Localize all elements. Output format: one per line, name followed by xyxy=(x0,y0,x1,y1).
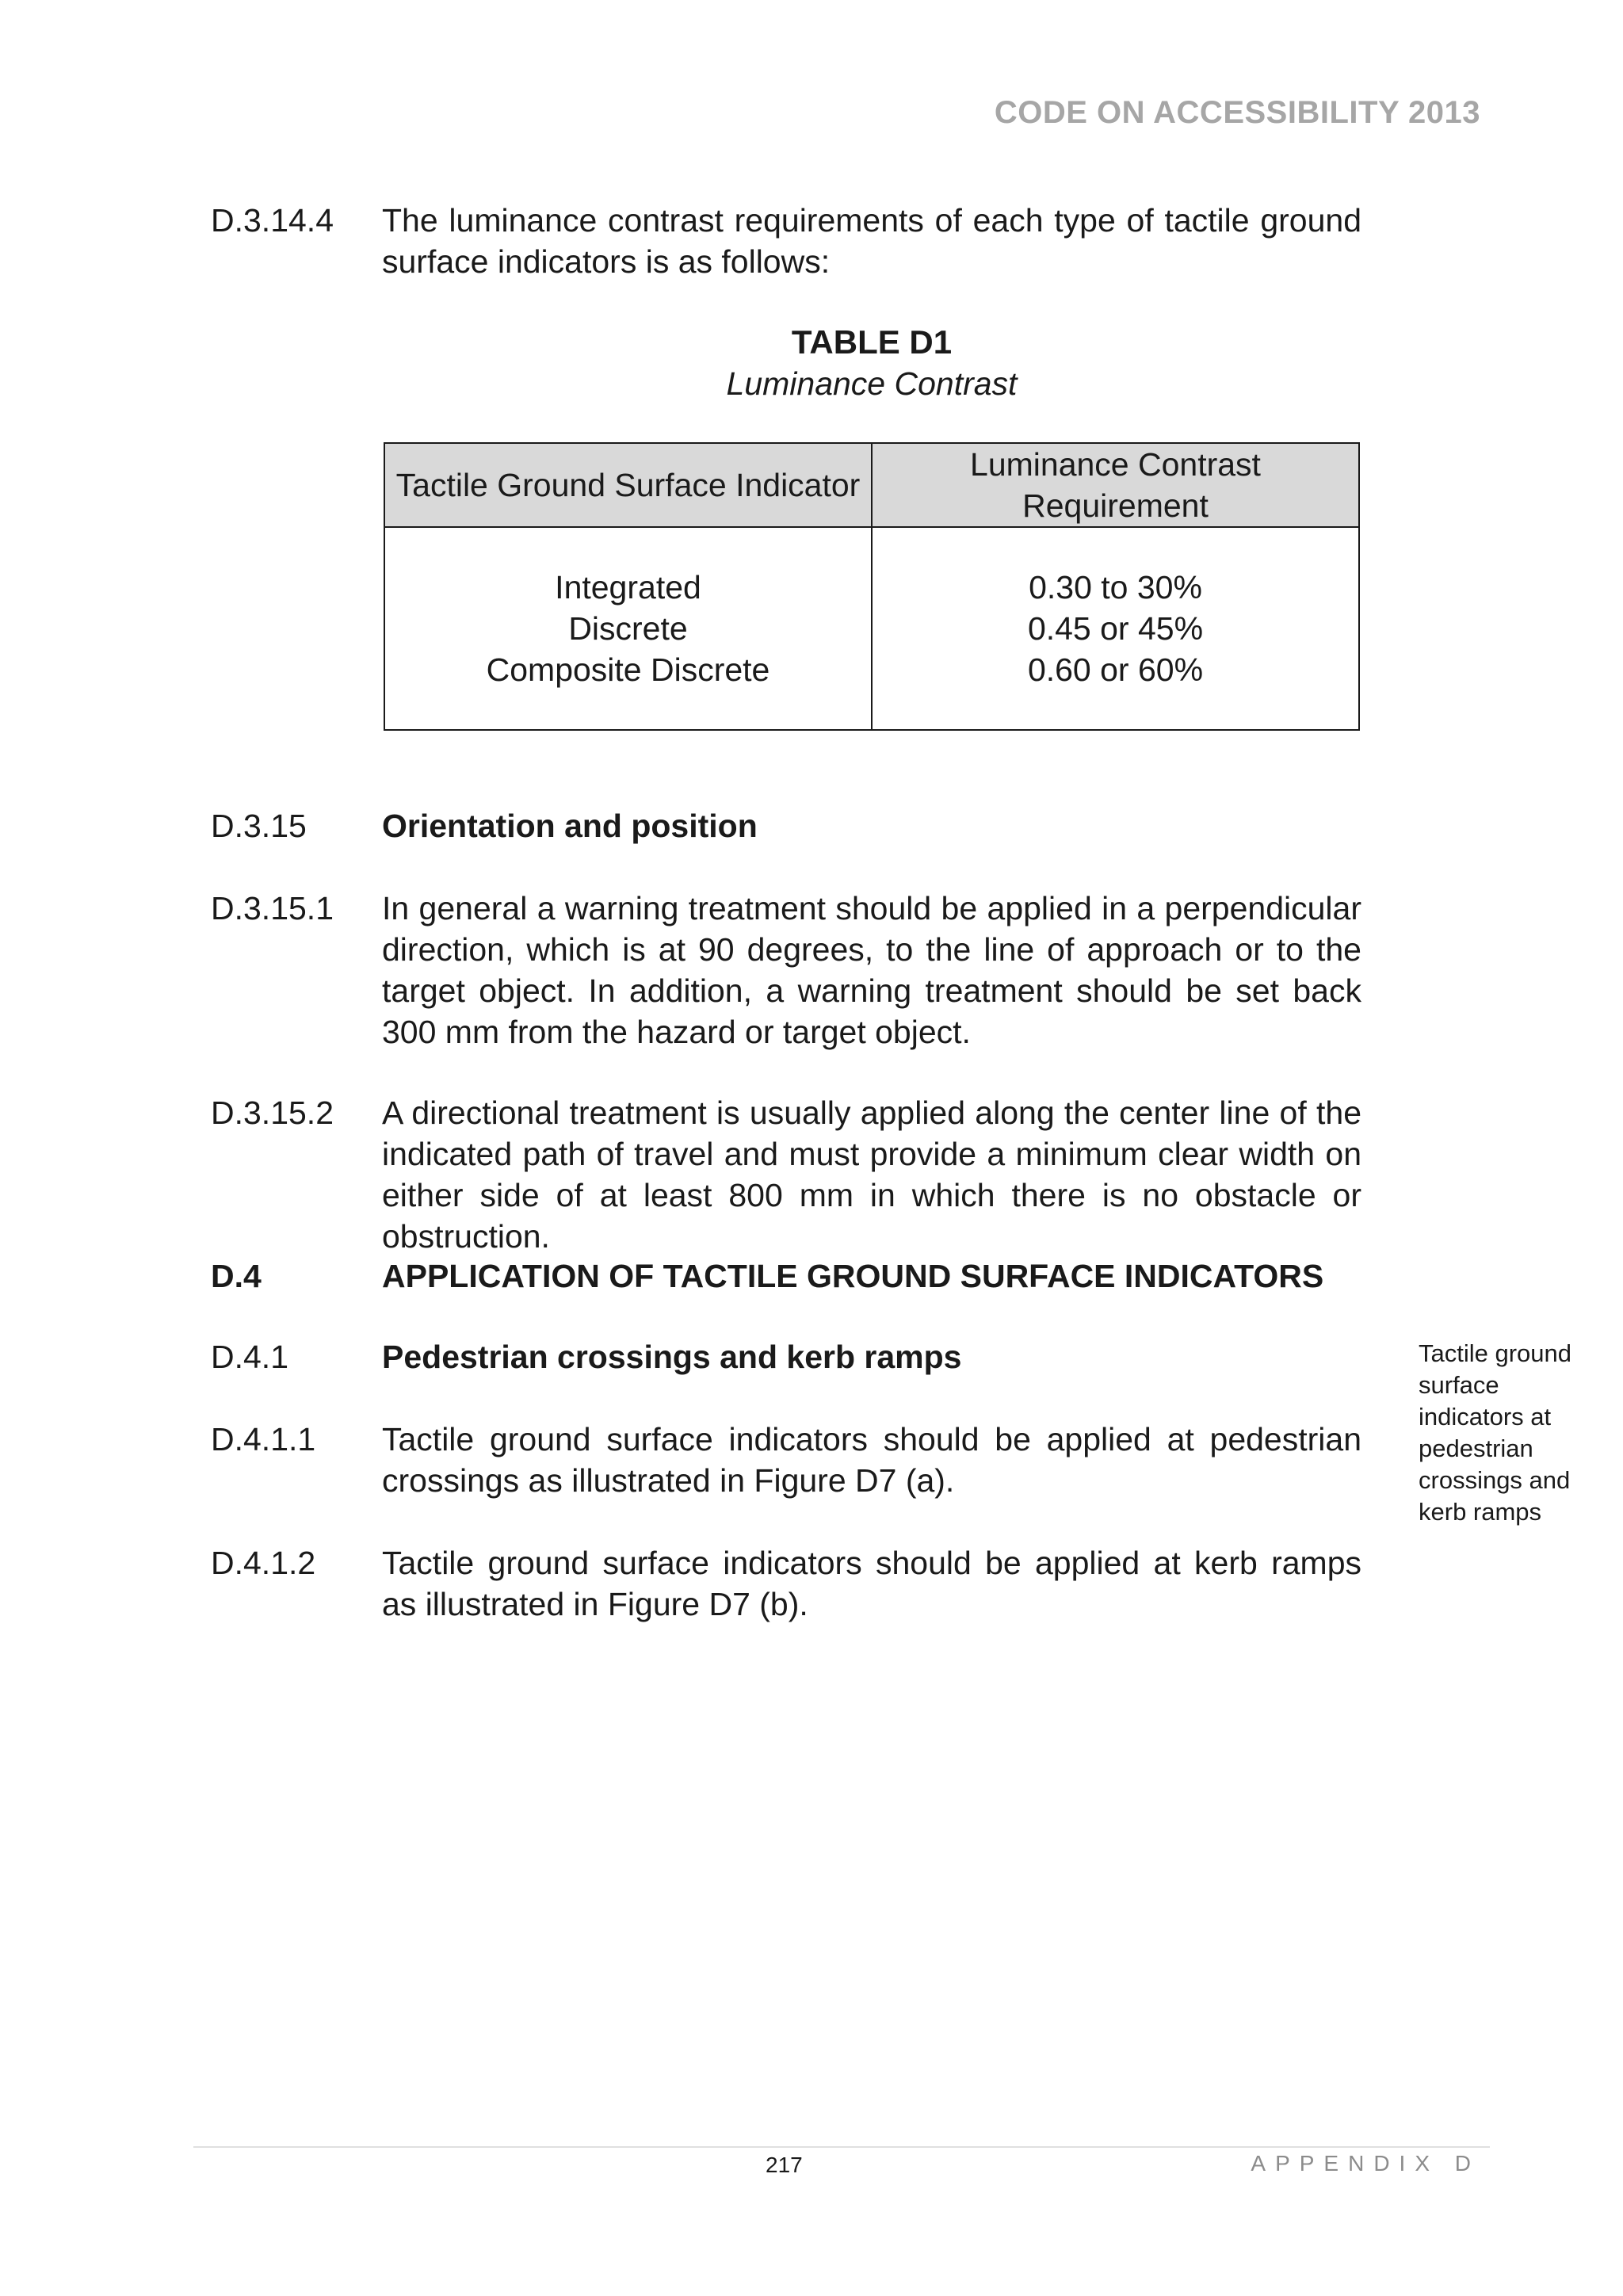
page-number: 217 xyxy=(766,2153,803,2177)
clause-number: D.4.1 xyxy=(211,1339,288,1375)
clause-number: D.4.1.2 xyxy=(211,1545,316,1581)
table-header-cell: Tactile Ground Surface Indicator xyxy=(384,443,872,527)
contrast-requirement: 0.30 to 30% xyxy=(1029,569,1202,606)
table-header-row xyxy=(384,443,1359,527)
clause-number: D.3.15 xyxy=(211,808,307,844)
table-row xyxy=(384,527,1359,730)
margin-note: Tactile ground surface indicators at pedestrian crossings and kerb ramps xyxy=(1419,1339,1572,1526)
table-cell-requirements xyxy=(872,527,1359,730)
clause-text: In general a warning treatment should be applied in a perpendicular direction, which is at 90 degrees, to the line of approach or to the target object. In addition, a warning treatment should be set back 300 mm from the hazard or target object. xyxy=(382,890,1361,1050)
clause-heading: Orientation and position xyxy=(382,808,758,844)
table-subtitle: Luminance Contrast xyxy=(726,365,1018,402)
indicator-type: Composite Discrete xyxy=(486,651,770,688)
clause-text: Tactile ground surface indicators should be applied at pedestrian crossings as illustrated in Figure D7 (a). xyxy=(382,1421,1361,1499)
document-header: CODE ON ACCESSIBILITY 2013 xyxy=(994,95,1480,130)
footer-section-label: APPENDIX D xyxy=(1251,2151,1480,2176)
section-number: D.4 xyxy=(211,1258,262,1294)
table-title: TABLE D1 xyxy=(791,323,953,361)
clause-text: The luminance contrast requirements of each type of tactile ground surface indicators is as follows: xyxy=(382,202,1361,280)
clause-text: Tactile ground surface indicators should be applied at kerb ramps as illustrated in Figure D7 (b). xyxy=(382,1545,1361,1622)
table-cell-indicators xyxy=(384,527,872,730)
footer-divider xyxy=(193,2146,1490,2148)
clause-number: D.3.15.2 xyxy=(211,1095,334,1131)
indicator-type: Integrated xyxy=(555,569,701,606)
clause-number: D.4.1.1 xyxy=(211,1421,316,1457)
contrast-requirement: 0.60 or 60% xyxy=(1027,651,1204,688)
clause-heading: Pedestrian crossings and kerb ramps xyxy=(382,1339,962,1375)
indicator-type: Discrete xyxy=(568,610,688,647)
clause-number: D.3.14.4 xyxy=(211,202,334,239)
contrast-requirement: 0.45 or 45% xyxy=(1027,610,1204,647)
luminance-contrast-table xyxy=(384,442,1360,731)
clause-number: D.3.15.1 xyxy=(211,890,334,926)
section-heading: APPLICATION OF TACTILE GROUND SURFACE INDICATORS xyxy=(382,1258,1324,1294)
clause-text: A directional treatment is usually applied along the center line of the indicated path of travel and must provide a minimum clear width on either side of at least 800 mm in which there is no obstacle or obstruction. xyxy=(382,1095,1361,1255)
table-header-cell: Luminance Contrast Requirement xyxy=(872,443,1359,527)
